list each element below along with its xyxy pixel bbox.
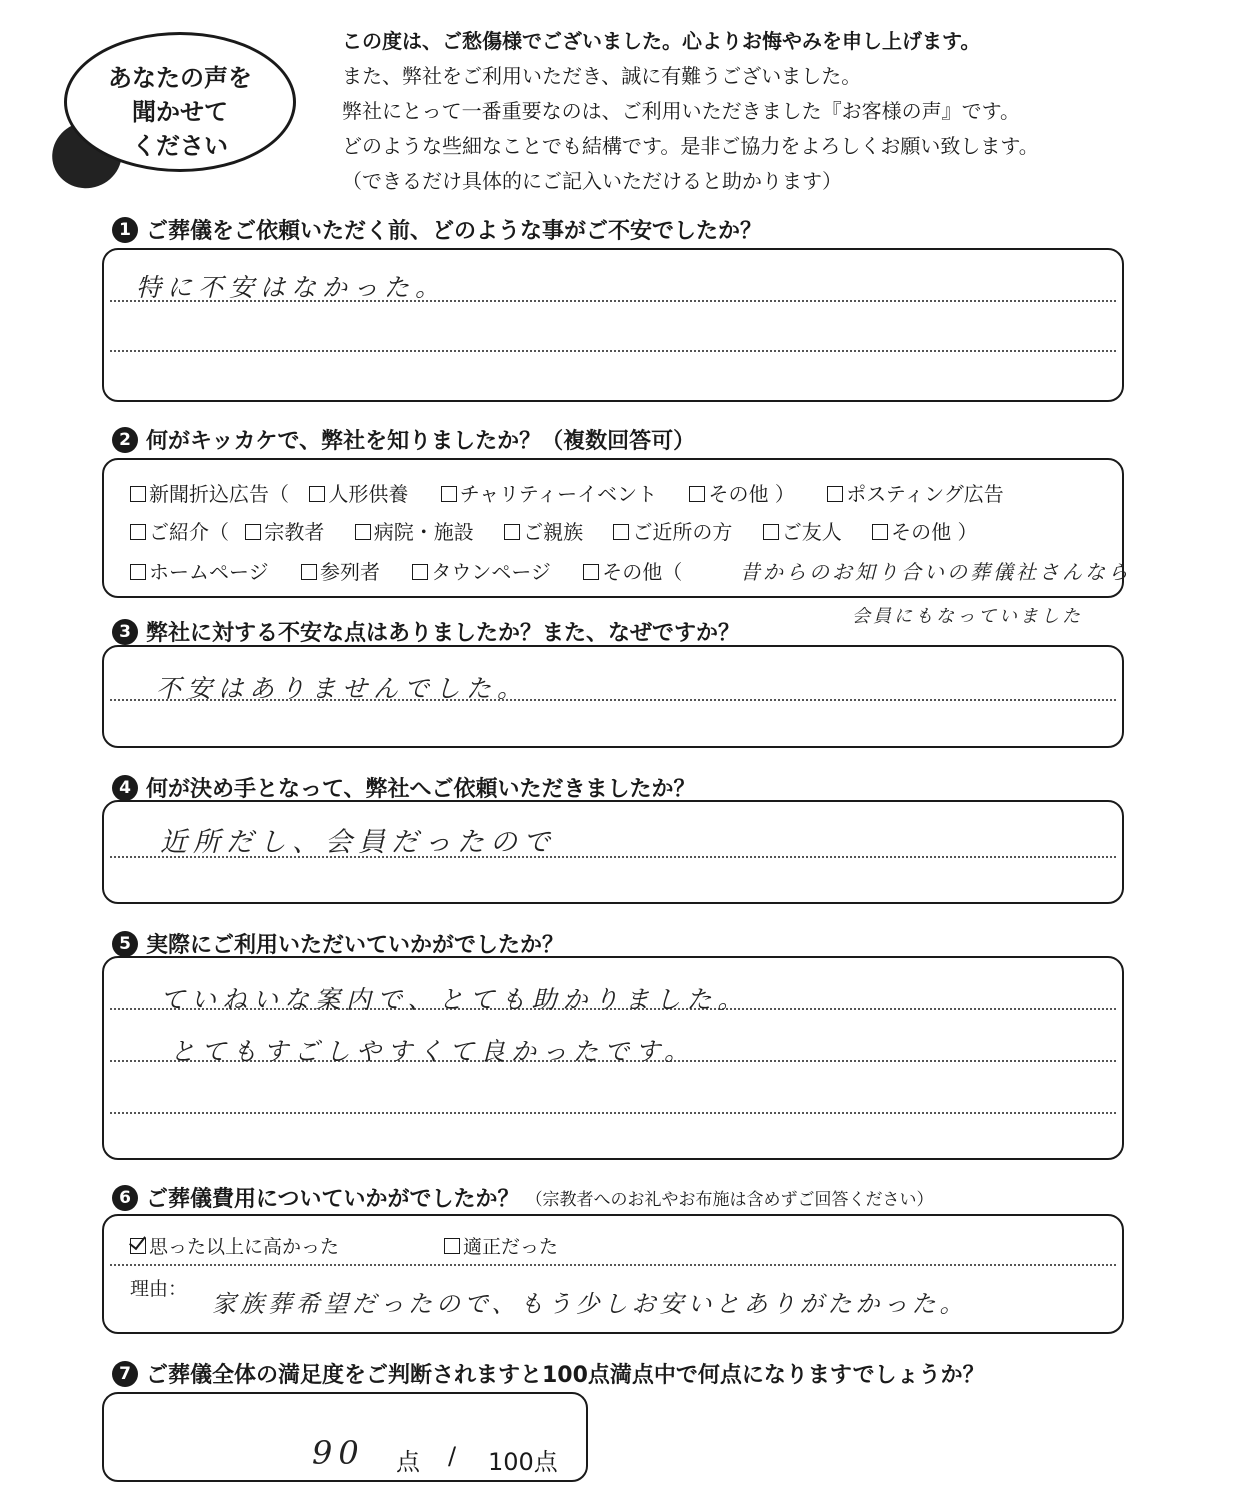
question-number: 1 [112,217,138,243]
checkbox-option[interactable] [504,520,583,544]
handwritten-answer: 不安はありませんでした。 [156,674,529,703]
score-slash: / [448,1442,457,1470]
intro-line: この度は、ご愁傷様でございました。心よりお悔やみを申し上げます。 [342,29,981,53]
checkbox-option[interactable] [613,520,732,544]
checkbox-row [130,516,978,545]
checkbox[interactable] [412,564,428,580]
option-label: 新聞折込広告（ [149,482,289,506]
option-label: ご近所の方 [632,520,733,544]
checkbox-option[interactable] [763,520,842,544]
handwritten-answer: とてもすごしやすくて良かったです。 [170,1037,696,1066]
question-number: 5 [112,931,138,957]
checkbox-checked[interactable] [130,1238,146,1254]
handwritten-answer: 近所だし、会員だったので [160,827,556,858]
question-text: 何が決め手となって、弊社へご依頼いただきましたか？ [146,777,696,802]
option-label: タウンページ [431,560,551,584]
checkbox-option[interactable] [412,560,551,584]
dotted-line [110,1112,1116,1114]
checkbox-option[interactable] [130,1232,339,1259]
checkbox[interactable] [613,524,629,540]
checkbox-option[interactable] [245,520,324,544]
question-1 [112,214,762,245]
checkbox-row [130,556,682,585]
question-number: 7 [112,1361,138,1387]
checkbox[interactable] [504,524,520,540]
question-text: ご葬儀費用についていかがでしたか？ [146,1187,520,1212]
checkbox-option[interactable] [130,520,229,544]
question-text: ご葬儀をご依頼いただく前、どのような事がご不安でしたか？ [146,219,763,244]
option-label: その他 ） [708,482,795,506]
option-label: 適正だった [463,1236,559,1258]
intro-line: （できるだけ具体的にご記入いただけると助かります） [342,169,842,193]
checkbox-option[interactable] [309,482,408,506]
checkbox[interactable] [444,1238,460,1254]
handwritten-reason: 家族葬希望だったので、もう少しお安いとありがたかった。 [212,1290,968,1318]
checkbox[interactable] [130,486,146,502]
handwritten-other-answer: 昔からのお知り合いの葬儀社さんなら [740,560,1131,584]
option-label: ポスティング広告 [846,482,1004,506]
checkbox[interactable] [689,486,705,502]
answer-box-4[interactable] [102,800,1124,904]
checkbox-option[interactable] [444,1232,558,1259]
checkbox[interactable] [130,564,146,580]
checkbox-option[interactable] [827,482,1004,506]
score-box[interactable] [102,1392,588,1482]
answer-box-3[interactable] [102,645,1124,748]
question-number: 4 [112,775,138,801]
intro-line: 弊社にとって一番重要なのは、ご利用いただきました『お客様の声』です。 [342,99,1020,123]
option-label: 病院・施設 [373,520,474,544]
checkbox[interactable] [301,564,317,580]
handwritten-answer: 特に不安はなかった。 [136,273,447,302]
checkbox-option[interactable] [301,560,380,584]
bubble-line: ください [132,132,228,160]
question-5 [112,928,564,959]
handwritten-score: 90 [312,1434,365,1472]
checkbox-option[interactable] [130,482,289,506]
question-7 [112,1358,985,1389]
checkbox-row [130,478,1004,507]
handwritten-answer: ていねいな案内で、とても助かりました。 [160,985,749,1014]
option-label: ご親族 [523,520,584,544]
option-label: その他（ [602,560,683,584]
checkbox[interactable] [827,486,843,502]
question-subtext: （宗教者へのお礼やお布施は含めずご回答ください） [525,1190,934,1210]
checkbox-option[interactable] [872,520,977,544]
question-6 [112,1182,934,1213]
question-3 [112,616,740,647]
question-4 [112,772,696,803]
answer-box-5[interactable] [102,956,1124,1160]
question-text: 何がキッカケで、弊社を知りましたか？（複数回答可） [146,429,696,454]
checkbox[interactable] [872,524,888,540]
option-label: 参列者 [319,560,380,584]
option-label: ホームページ [149,560,269,584]
checkbox-option[interactable] [130,560,269,584]
dotted-line [110,1264,1116,1266]
checkbox[interactable] [763,524,779,540]
question-text: 弊社に対する不安な点はありましたか？また、なぜですか？ [146,621,741,646]
checkbox[interactable] [309,486,325,502]
checkbox[interactable] [245,524,261,540]
question-number: 3 [112,619,138,645]
option-label: 思った以上に高かった [149,1236,340,1258]
score-unit: 点 [396,1448,420,1476]
speech-bubble [64,32,296,172]
question-number: 6 [112,1185,138,1211]
question-number: 2 [112,427,138,453]
answer-box-1[interactable] [102,248,1124,402]
checkbox[interactable] [355,524,371,540]
intro-text [342,24,1222,199]
intro-line: また、弊社をご利用いただき、誠に有難うございました。 [342,64,862,88]
checkbox-option[interactable] [689,482,794,506]
option-label: その他 ） [891,520,978,544]
question-2 [112,424,695,455]
handwritten-other-answer: 会員にもなっていました [852,606,1083,627]
option-label: チャリティーイベント [459,482,658,506]
reason-label: 理由： [130,1278,188,1300]
option-label: 宗教者 [264,520,325,544]
option-label: ご紹介（ [149,520,229,544]
checkbox-option[interactable] [441,482,657,506]
question-text: ご葬儀全体の満足度をご判断されますと100点満点中で何点になりますでしょうか？ [146,1363,985,1388]
checkbox-option[interactable] [583,560,682,584]
bubble-line: あなたの声を [108,64,252,92]
question-text: 実際にご利用いただいていかがでしたか？ [146,933,565,958]
option-label: 人形供養 [328,482,409,506]
intro-line: どのような些細なことでも結構です。是非ご協力をよろしくお願い致します。 [342,134,1039,158]
score-max: 100点 [488,1448,558,1476]
checkbox[interactable] [583,564,599,580]
bubble-line: 聞かせて [132,98,228,126]
option-label: ご友人 [781,520,842,544]
checkbox-option[interactable] [355,520,474,544]
checkbox[interactable] [441,486,457,502]
dotted-line [110,350,1116,352]
answer-box-6 [102,1214,1124,1334]
checkbox[interactable] [130,524,146,540]
